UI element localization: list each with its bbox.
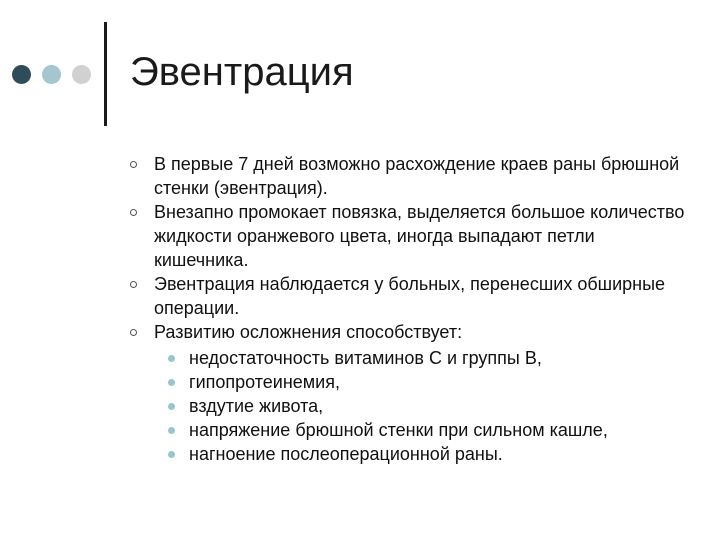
sub-bullet-text: вздутие живота, [189,396,324,416]
bullet-text: Развитию осложнения способствует: [154,322,463,342]
sub-bullet-item [154,370,690,394]
bullet-text: Внезапно промокает повязка, выделяется большое количество жидкости оранжевого цвета, иногда выпадают петли кишечника. [154,202,685,270]
dot-bullet-icon [168,379,175,386]
sub-bullet-text: недостаточность витаминов С и группы В, [189,348,542,368]
title-divider [104,22,107,126]
dot-bullet-icon [168,427,175,434]
sub-bullet-list [154,346,690,466]
ring-bullet-icon [130,329,137,336]
dot-dark-icon [12,65,31,84]
sub-bullet-item [154,418,690,442]
sub-bullet-item [154,394,690,418]
dot-light-blue-icon [42,65,61,84]
ring-bullet-icon [130,281,137,288]
bullet-text: В первые 7 дней возможно расхождение краев раны брюшной стенки (эвентрация). [154,154,680,198]
dot-bullet-icon [168,451,175,458]
sub-bullet-text: напряжение брюшной стенки при сильном кашле, [189,420,608,440]
bullet-item [130,152,690,200]
sub-bullet-text: гипопротеинемия, [189,372,340,392]
bullet-item [130,272,690,320]
sub-bullet-text: нагноение послеоперационной раны. [189,444,503,464]
bullet-list [130,152,690,466]
slide-title: Эвентрация [130,50,354,94]
ring-bullet-icon [130,161,137,168]
dot-gray-icon [72,65,91,84]
sub-bullet-item [154,346,690,370]
dot-bullet-icon [168,403,175,410]
bullet-item [130,320,690,466]
bullet-text: Эвентрация наблюдается у больных, перенесших обширные операции. [154,274,666,318]
dot-bullet-icon [168,355,175,362]
bullet-item [130,200,690,272]
ring-bullet-icon [130,209,137,216]
sub-bullet-item [154,442,690,466]
